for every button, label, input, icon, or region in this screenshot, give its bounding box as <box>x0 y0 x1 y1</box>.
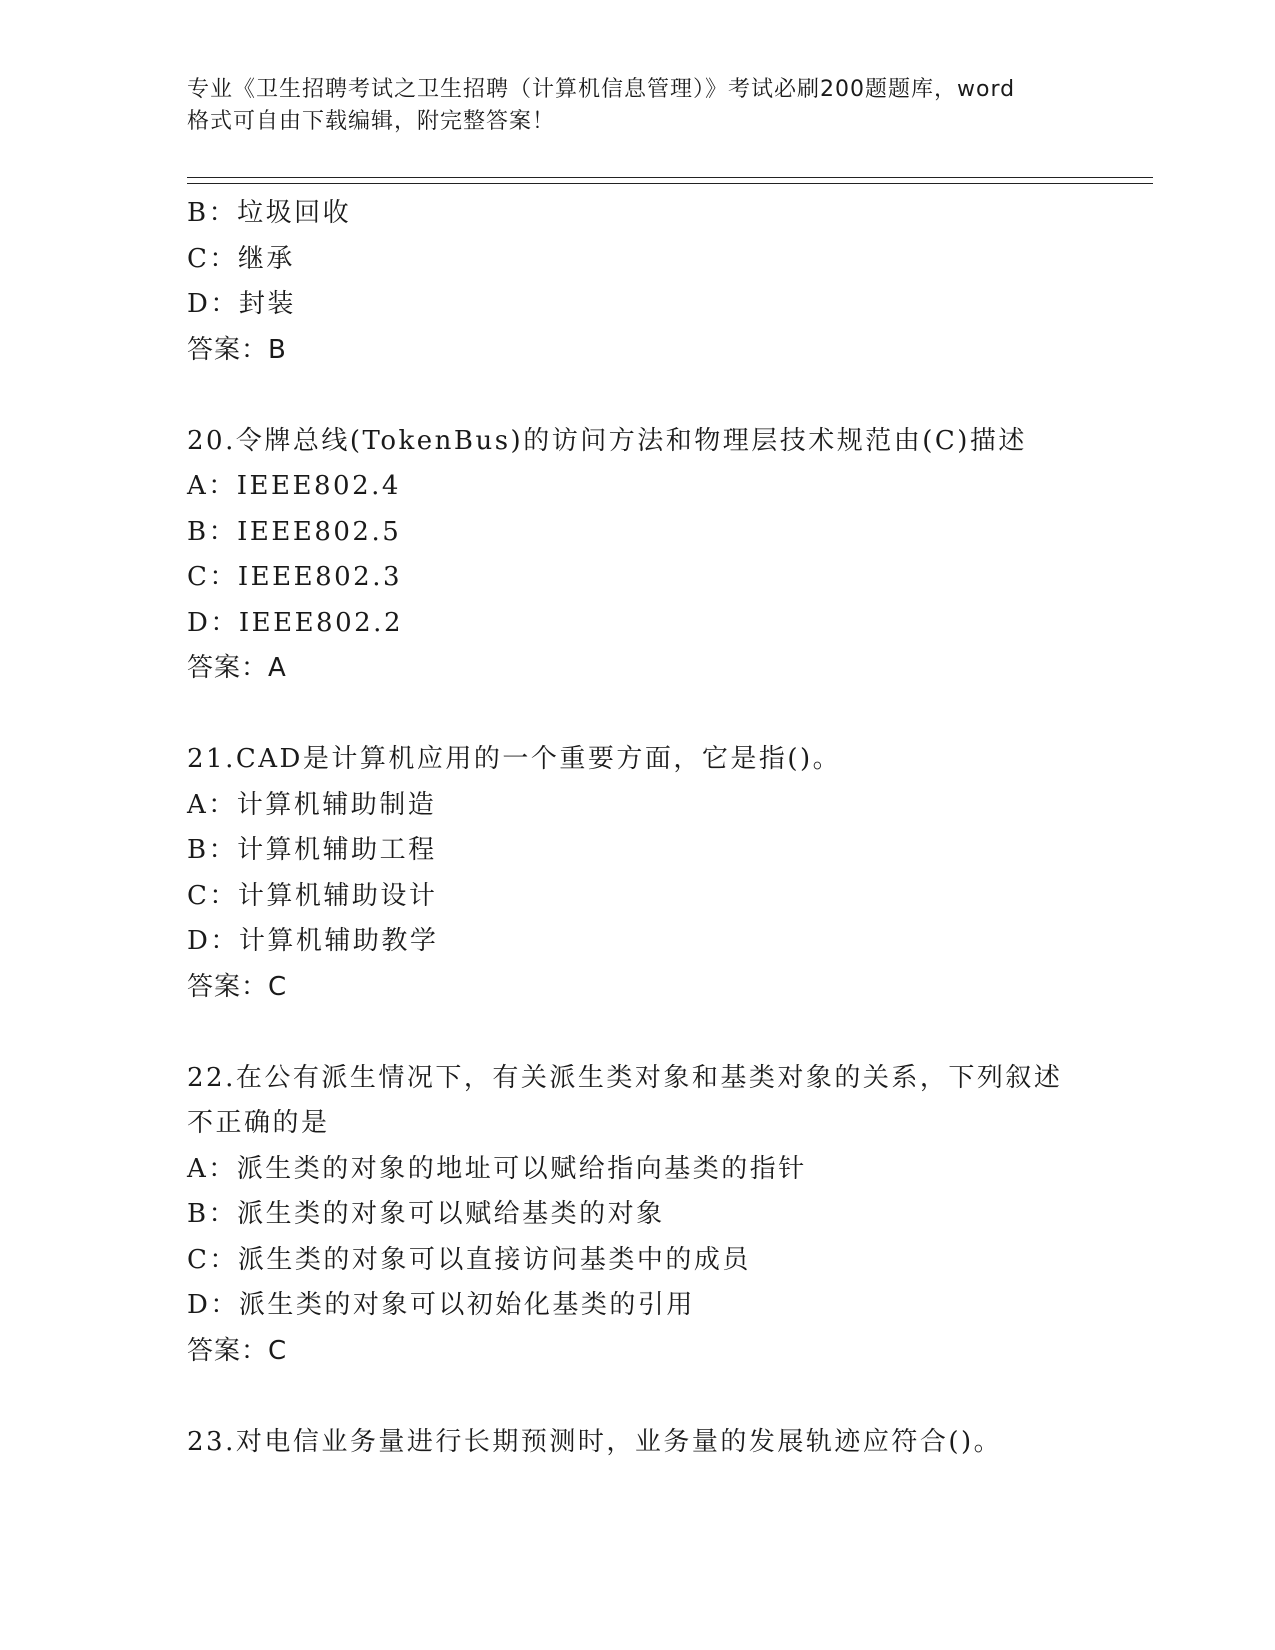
option-b: B：垃圾回收 <box>187 198 352 228</box>
option-b: B：派生类的对象可以赋给基类的对象 <box>187 1199 665 1229</box>
option-d: D：封装 <box>187 289 296 319</box>
option-d: D：IEEE802.2 <box>187 607 403 638</box>
option-a: A：IEEE802.4 <box>187 471 401 501</box>
option-c: C：IEEE802.3 <box>187 562 403 592</box>
question-list <box>187 191 1087 1465</box>
question-text: 20.令牌总线(TokenBus)的访问方法和物理层技术规范由(C)描述 <box>187 425 1027 456</box>
option-d: D：派生类的对象可以初始化基类的引用 <box>187 1290 695 1320</box>
question-block-20 <box>187 419 1087 692</box>
option-c: C：继承 <box>187 243 295 274</box>
question-text-line-2: 不正确的是 <box>187 1108 330 1138</box>
option-a: A：派生类的对象的地址可以赋给指向基类的指针 <box>187 1153 807 1184</box>
header-line-2: 格式可自由下载编辑，附完整答案！ <box>187 109 556 134</box>
header-divider-bottom <box>187 183 1153 184</box>
answer: 答案：B <box>187 334 287 365</box>
option-d: D：计算机辅助教学 <box>187 926 439 956</box>
document-header <box>187 74 1087 138</box>
option-c: C：计算机辅助设计 <box>187 880 438 911</box>
option-c: C：派生类的对象可以直接访问基类中的成员 <box>187 1244 751 1275</box>
option-b: B：IEEE802.5 <box>187 516 402 547</box>
question-text: 23.对电信业务量进行长期预测时，业务量的发展轨迹应符合()。 <box>187 1426 1003 1457</box>
answer: 答案：C <box>187 1335 288 1366</box>
option-a: A：计算机辅助制造 <box>187 789 437 820</box>
answer: 答案：C <box>187 971 288 1002</box>
question-text-line-1: 22.在公有派生情况下，有关派生类对象和基类对象的关系，下列叙述 <box>187 1062 1063 1093</box>
question-block-22 <box>187 1056 1087 1375</box>
question-block-previous <box>187 191 1087 373</box>
question-block-21 <box>187 737 1087 1010</box>
question-block-23 <box>187 1420 1087 1466</box>
header-line-1: 专业《卫生招聘考试之卫生招聘（计算机信息管理）》考试必刷200题题库，word <box>187 77 1016 102</box>
answer: 答案：A <box>187 653 287 683</box>
header-divider-top <box>187 177 1153 178</box>
option-b: B：计算机辅助工程 <box>187 835 437 865</box>
question-text: 21.CAD是计算机应用的一个重要方面，它是指()。 <box>187 744 842 774</box>
